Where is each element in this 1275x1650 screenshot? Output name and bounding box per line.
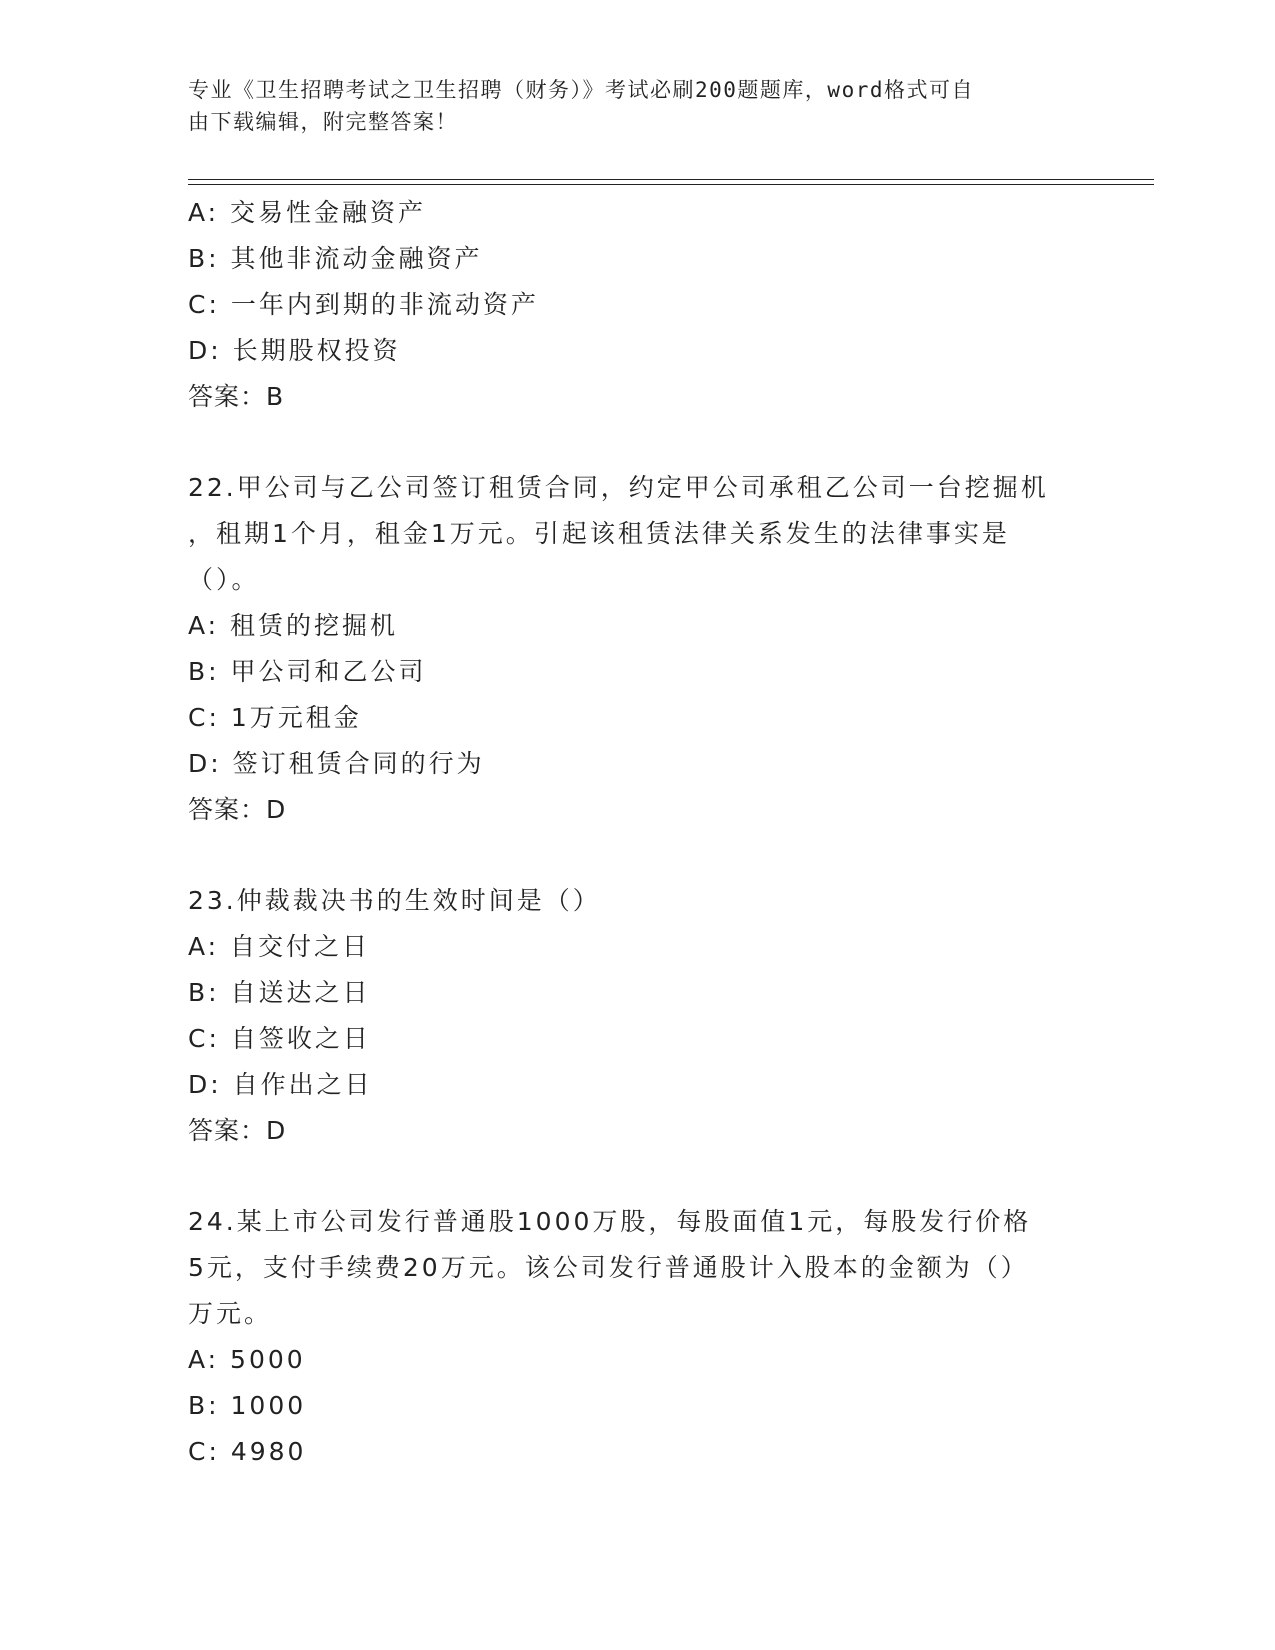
- answer-line: 答案：D: [188, 795, 287, 824]
- option-c: C: 1万元租金: [188, 703, 362, 732]
- option-c: C: 4980: [188, 1437, 307, 1466]
- header-divider-top: [188, 179, 1154, 180]
- question-content: [188, 190, 1088, 1475]
- option-b: B: 自送达之日: [188, 978, 371, 1007]
- question-21: [188, 190, 1088, 420]
- question-22: [188, 465, 1088, 833]
- spacer: [188, 1154, 1088, 1199]
- option-c: C: 一年内到期的非流动资产: [188, 290, 539, 319]
- spacer: [188, 833, 1088, 878]
- option-a: A: 自交付之日: [188, 932, 371, 961]
- option-d: D: 签订租赁合同的行为: [188, 749, 485, 778]
- header-line-2: 由下载编辑，附完整答案！: [188, 110, 458, 134]
- option-d: D: 长期股权投资: [188, 336, 401, 365]
- option-d: D: 自作出之日: [188, 1070, 373, 1099]
- question-stem-line-2: 5元，支付手续费20万元。该公司发行普通股计入股本的金额为（）: [188, 1253, 1029, 1282]
- option-a: A: 交易性金融资产: [188, 198, 427, 227]
- question-stem-line-3: （）。: [188, 565, 260, 594]
- question-stem-line-1: 24.某上市公司发行普通股1000万股，每股面值1元，每股发行价格: [188, 1207, 1032, 1236]
- answer-line: 答案：D: [188, 1116, 287, 1145]
- answer-line: 答案：B: [188, 382, 285, 411]
- header-line-1: 专业《卫生招聘考试之卫生招聘（财务）》考试必刷200题题库，word格式可自: [188, 78, 974, 102]
- question-stem-line-1: 22.甲公司与乙公司签订租赁合同，约定甲公司承租乙公司一台挖掘机: [188, 473, 1049, 502]
- option-b: B: 其他非流动金融资产: [188, 244, 483, 273]
- option-a: A: 租赁的挖掘机: [188, 611, 399, 640]
- option-b: B: 甲公司和乙公司: [188, 657, 427, 686]
- question-stem-line-2: ，租期1个月，租金1万元。引起该租赁法律关系发生的法律事实是: [188, 519, 1010, 548]
- spacer: [188, 420, 1088, 465]
- question-stem-line-1: 23.仲裁裁决书的生效时间是（）: [188, 886, 601, 915]
- option-c: C: 自签收之日: [188, 1024, 371, 1053]
- question-stem-line-3: 万元。: [188, 1299, 273, 1328]
- header-divider-bottom: [188, 184, 1154, 185]
- document-header: [188, 74, 1068, 138]
- question-24: [188, 1199, 1088, 1475]
- option-b: B: 1000: [188, 1391, 307, 1420]
- option-a: A: 5000: [188, 1345, 306, 1374]
- question-23: [188, 878, 1088, 1154]
